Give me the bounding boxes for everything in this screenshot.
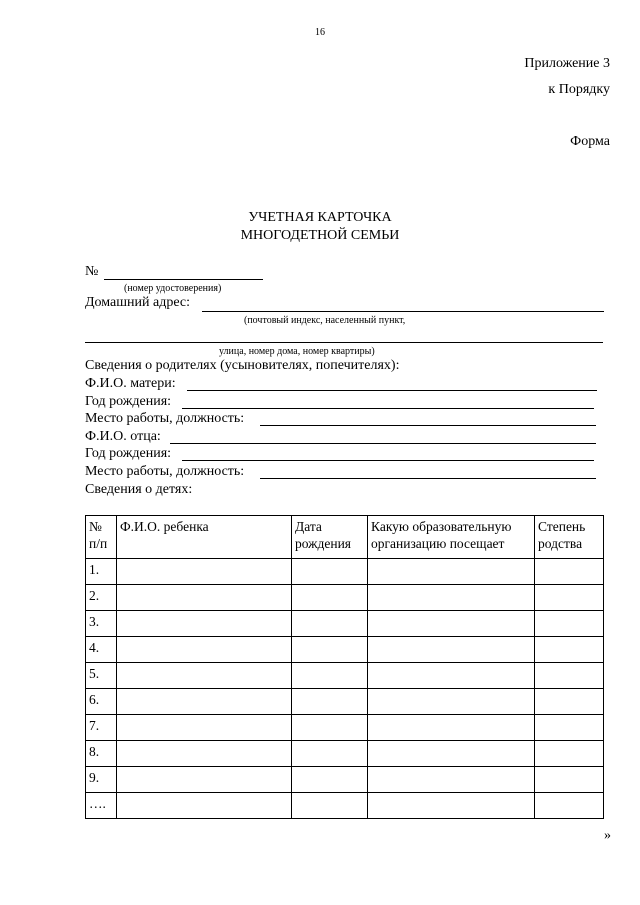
table-row [86,585,604,611]
row-number: 5. [86,663,117,689]
birth-date-cell[interactable] [292,689,368,715]
table-row [86,741,604,767]
child-name-cell[interactable] [117,611,292,637]
parents-heading: Сведения о родителях (усыновителях, попечителях): [85,358,400,373]
certificate-number-line[interactable] [104,279,263,280]
header-number: № п/п [86,516,117,559]
mother-birth-year-label: Год рождения: [85,394,172,409]
child-name-cell[interactable] [117,663,292,689]
mother-name-label: Ф.И.О. матери: [85,376,176,391]
school-cell[interactable] [368,793,535,819]
relation-cell[interactable] [535,559,604,585]
mother-work-label: Место работы, должность: [85,411,245,426]
header-school: Какую образовательную организацию посещает [368,516,535,559]
row-number: 9. [86,767,117,793]
relation-cell[interactable] [535,767,604,793]
children-table [85,515,604,819]
table-row [86,793,604,819]
row-number: 3. [86,611,117,637]
mother-name-line[interactable] [187,390,597,391]
header-birth-date: Дата рождения [292,516,368,559]
table-row [86,767,604,793]
address-line-1[interactable] [202,311,604,312]
relation-cell[interactable] [535,793,604,819]
certificate-number-hint: (номер удостоверения) [124,283,222,294]
mother-work-line[interactable] [260,425,596,426]
address-line-2[interactable] [85,342,603,343]
birth-date-cell[interactable] [292,741,368,767]
mother-birth-year-line[interactable] [182,408,594,409]
birth-date-cell[interactable] [292,637,368,663]
birth-date-cell[interactable] [292,663,368,689]
table-row [86,663,604,689]
father-work-label: Место работы, должность: [85,464,245,479]
child-name-cell[interactable] [117,715,292,741]
form-label: Форма [570,134,610,149]
father-work-line[interactable] [260,478,596,479]
school-cell[interactable] [368,585,535,611]
row-number: …. [86,793,117,819]
order-reference: к Порядку [548,82,610,97]
relation-cell[interactable] [535,637,604,663]
relation-cell[interactable] [535,585,604,611]
child-name-cell[interactable] [117,637,292,663]
row-number: 8. [86,741,117,767]
child-name-cell[interactable] [117,559,292,585]
address-label: Домашний адрес: [85,295,191,310]
school-cell[interactable] [368,637,535,663]
title-line-2: МНОГОДЕТНОЙ СЕМЬИ [240,228,400,243]
relation-cell[interactable] [535,663,604,689]
row-number: 6. [86,689,117,715]
table-row [86,715,604,741]
school-cell[interactable] [368,715,535,741]
school-cell[interactable] [368,611,535,637]
row-number: 1. [86,559,117,585]
row-number: 7. [86,715,117,741]
table-header-row [86,516,604,559]
father-name-label: Ф.И.О. отца: [85,429,161,444]
address-hint-2: улица, номер дома, номер квартиры) [219,346,375,357]
title-line-1: УЧЕТНАЯ КАРТОЧКА [248,210,392,225]
table-row [86,637,604,663]
address-hint-1: (почтовый индекс, населенный пункт, [244,315,406,326]
header-child-name: Ф.И.О. ребенка [117,516,292,559]
school-cell[interactable] [368,767,535,793]
relation-cell[interactable] [535,689,604,715]
birth-date-cell[interactable] [292,585,368,611]
birth-date-cell[interactable] [292,767,368,793]
child-name-cell[interactable] [117,585,292,611]
row-number: 2. [86,585,117,611]
table-row [86,611,604,637]
children-heading: Сведения о детях: [85,482,193,497]
relation-cell[interactable] [535,741,604,767]
birth-date-cell[interactable] [292,715,368,741]
birth-date-cell[interactable] [292,559,368,585]
child-name-cell[interactable] [117,793,292,819]
appendix-label: Приложение 3 [524,56,610,71]
father-birth-year-label: Год рождения: [85,446,172,461]
child-name-cell[interactable] [117,741,292,767]
row-number: 4. [86,637,117,663]
child-name-cell[interactable] [117,689,292,715]
header-relation: Степень родства [535,516,604,559]
father-name-line[interactable] [170,443,596,444]
relation-cell[interactable] [535,715,604,741]
school-cell[interactable] [368,663,535,689]
school-cell[interactable] [368,689,535,715]
table-row [86,559,604,585]
school-cell[interactable] [368,559,535,585]
table-row [86,689,604,715]
child-name-cell[interactable] [117,767,292,793]
birth-date-cell[interactable] [292,793,368,819]
relation-cell[interactable] [535,611,604,637]
birth-date-cell[interactable] [292,611,368,637]
school-cell[interactable] [368,741,535,767]
page-number: 16 [315,27,325,38]
closing-quote: » [604,828,611,843]
number-symbol: № [85,264,99,279]
father-birth-year-line[interactable] [182,460,594,461]
